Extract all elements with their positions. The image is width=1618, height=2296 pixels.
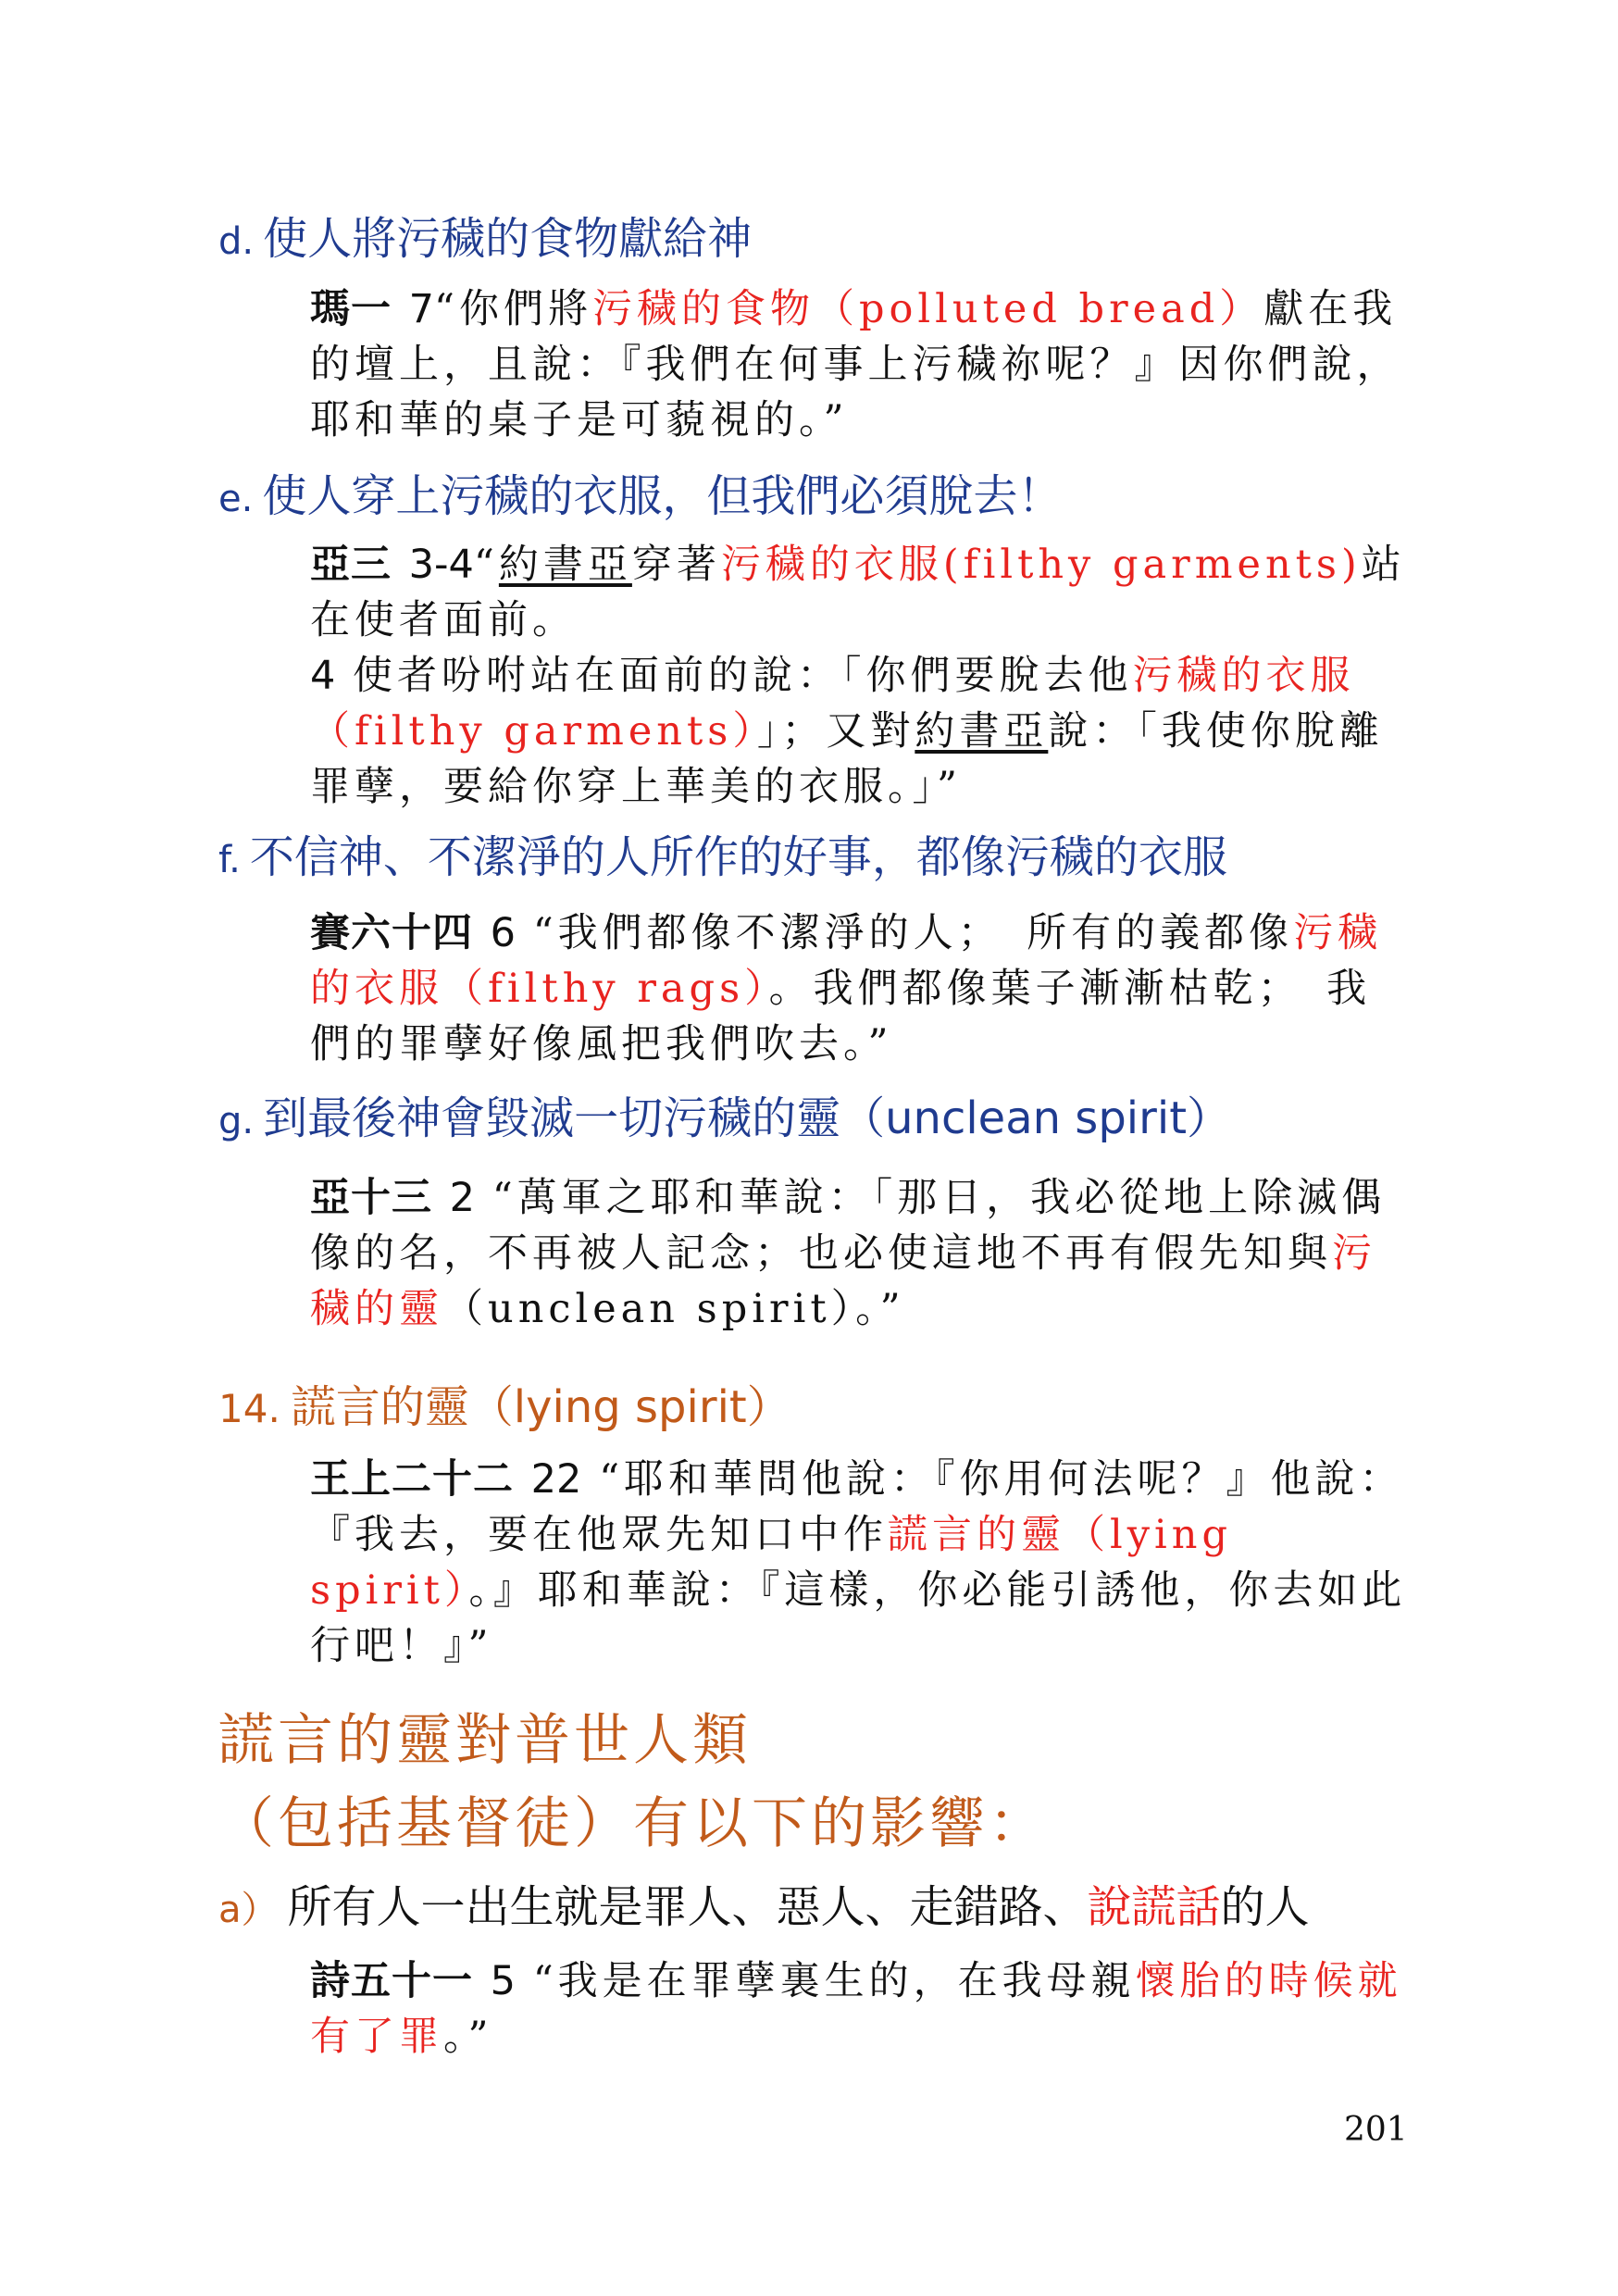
underlined-name: 約書亞 bbox=[915, 708, 1049, 755]
verse-ref: 亞三 bbox=[310, 542, 392, 588]
verse-num: 3-4 bbox=[408, 542, 474, 588]
verse-highlight: 污穢的衣服（filthy garments） bbox=[310, 653, 1355, 755]
verse-ref: 亞十三 bbox=[310, 1175, 432, 1221]
verse-a bbox=[310, 1953, 1408, 2065]
heading-letter: d. bbox=[218, 220, 255, 263]
heading-letter: a） bbox=[218, 1889, 279, 1931]
heading-title: 謊言的靈（lying spirit） bbox=[291, 1381, 791, 1433]
heading-text: 所有人一出生就是罪人、惡人、走錯路、 bbox=[287, 1881, 1088, 1933]
verse-d bbox=[310, 281, 1408, 448]
verse-text: “耶和華問他說：『你用何法呢？』他說：『我去，要在他眾先知口中作 bbox=[310, 1456, 1404, 1558]
verse-num: 2 bbox=[449, 1175, 476, 1221]
heading-g bbox=[218, 1091, 1231, 1149]
verse-ref: 王上二十二 bbox=[310, 1456, 514, 1503]
verse-text: 。』耶和華說：『這樣，你必能引誘他，你去如此行吧！』” bbox=[310, 1567, 1407, 1669]
verse-text: 獻在我的壇上，且說：『我們在何事上污穢祢呢？』因你們說，耶和華的桌子是可藐視的。” bbox=[310, 286, 1401, 443]
verse-highlight: 懷胎的時候就有了罪 bbox=[310, 1958, 1402, 2060]
verse-text: 使者吩咐站在面前的說：「你們要脫去他 bbox=[353, 653, 1133, 699]
verse-highlight: 謊言的靈（lying spirit） bbox=[310, 1512, 1233, 1614]
heading-letter: g. bbox=[218, 1100, 255, 1142]
verse-text: “我們都像不潔淨的人； 所有的義都像 bbox=[532, 910, 1294, 956]
heading-highlight: 說謊話 bbox=[1087, 1881, 1221, 1933]
verse-highlight: 污穢的衣服（filthy rags） bbox=[310, 910, 1383, 1012]
heading-f bbox=[218, 830, 1227, 888]
heading-number: 14. bbox=[218, 1386, 280, 1431]
verse-14 bbox=[310, 1452, 1408, 1674]
section-title-line-1: 謊言的靈對普世人類 bbox=[218, 1708, 752, 1773]
verse-text: “我是在罪孽裏生的，在我母親 bbox=[532, 1958, 1136, 2004]
verse-highlight: 污穢的靈 bbox=[310, 1230, 1376, 1332]
heading-title: 使人穿上污穢的衣服，但我們必須脫去！ bbox=[262, 470, 1063, 522]
verse-ref: 詩五十一 bbox=[310, 1958, 473, 2004]
verse-g bbox=[310, 1170, 1408, 1337]
verse-text: 。我們都像葉子漸漸枯乾； 我們的罪孽好像風把我們吹去。” bbox=[310, 966, 1372, 1067]
heading-letter: e. bbox=[218, 478, 254, 520]
heading-e bbox=[218, 468, 1062, 527]
verse-num: 6 bbox=[490, 910, 517, 956]
heading-a bbox=[218, 1879, 1310, 1938]
verse-text: 穿著 bbox=[631, 542, 721, 588]
verse-highlight: 污穢的食物（polluted bread） bbox=[592, 286, 1264, 332]
heading-d bbox=[218, 211, 752, 269]
verse-highlight: 污穢的衣服(filthy garments) bbox=[720, 542, 1362, 588]
verse-ref: 賽六十四 bbox=[310, 910, 473, 956]
verse-text: 。” bbox=[443, 2014, 493, 2060]
heading-title: 到最後神會毀滅一切污穢的靈（unclean spirit） bbox=[263, 1092, 1232, 1144]
verse-text: 」；又對 bbox=[756, 708, 915, 755]
verse-e bbox=[310, 537, 1408, 815]
heading-letter: f. bbox=[218, 839, 241, 881]
heading-title: 不信神、不潔淨的人所作的好事，都像污穢的衣服 bbox=[249, 831, 1227, 883]
verse-num: 4 bbox=[310, 653, 336, 699]
page-number: 201 bbox=[1344, 2111, 1408, 2149]
verse-text: “萬軍之耶和華說：「那日，我必從地上除滅偶像的名，不再被人記念；也必使這地不再有假先知與 bbox=[310, 1175, 1387, 1277]
verse-num: 5 bbox=[490, 1958, 517, 2004]
heading-14 bbox=[218, 1379, 791, 1437]
verse-num: 7 bbox=[408, 286, 435, 332]
section-title-line-2: （包括基督徒）有以下的影響： bbox=[218, 1791, 1048, 1856]
heading-text: 的人 bbox=[1220, 1881, 1310, 1933]
verse-f bbox=[310, 905, 1408, 1072]
verse-text: “你們將 bbox=[434, 286, 593, 332]
verse-text: 站在使者面前。 bbox=[310, 542, 1406, 643]
heading-title: 使人將污穢的食物獻給神 bbox=[263, 213, 753, 265]
verse-text: 說：「我使你脫離罪孽，要給你穿上華美的衣服。」” bbox=[310, 708, 1384, 810]
verse-ref: 瑪一 bbox=[310, 286, 392, 332]
underlined-name: 約書亞 bbox=[498, 542, 632, 588]
verse-text: “ bbox=[473, 542, 499, 588]
verse-text: （unclean spirit）。” bbox=[443, 1286, 905, 1332]
verse-num: 22 bbox=[530, 1456, 582, 1503]
